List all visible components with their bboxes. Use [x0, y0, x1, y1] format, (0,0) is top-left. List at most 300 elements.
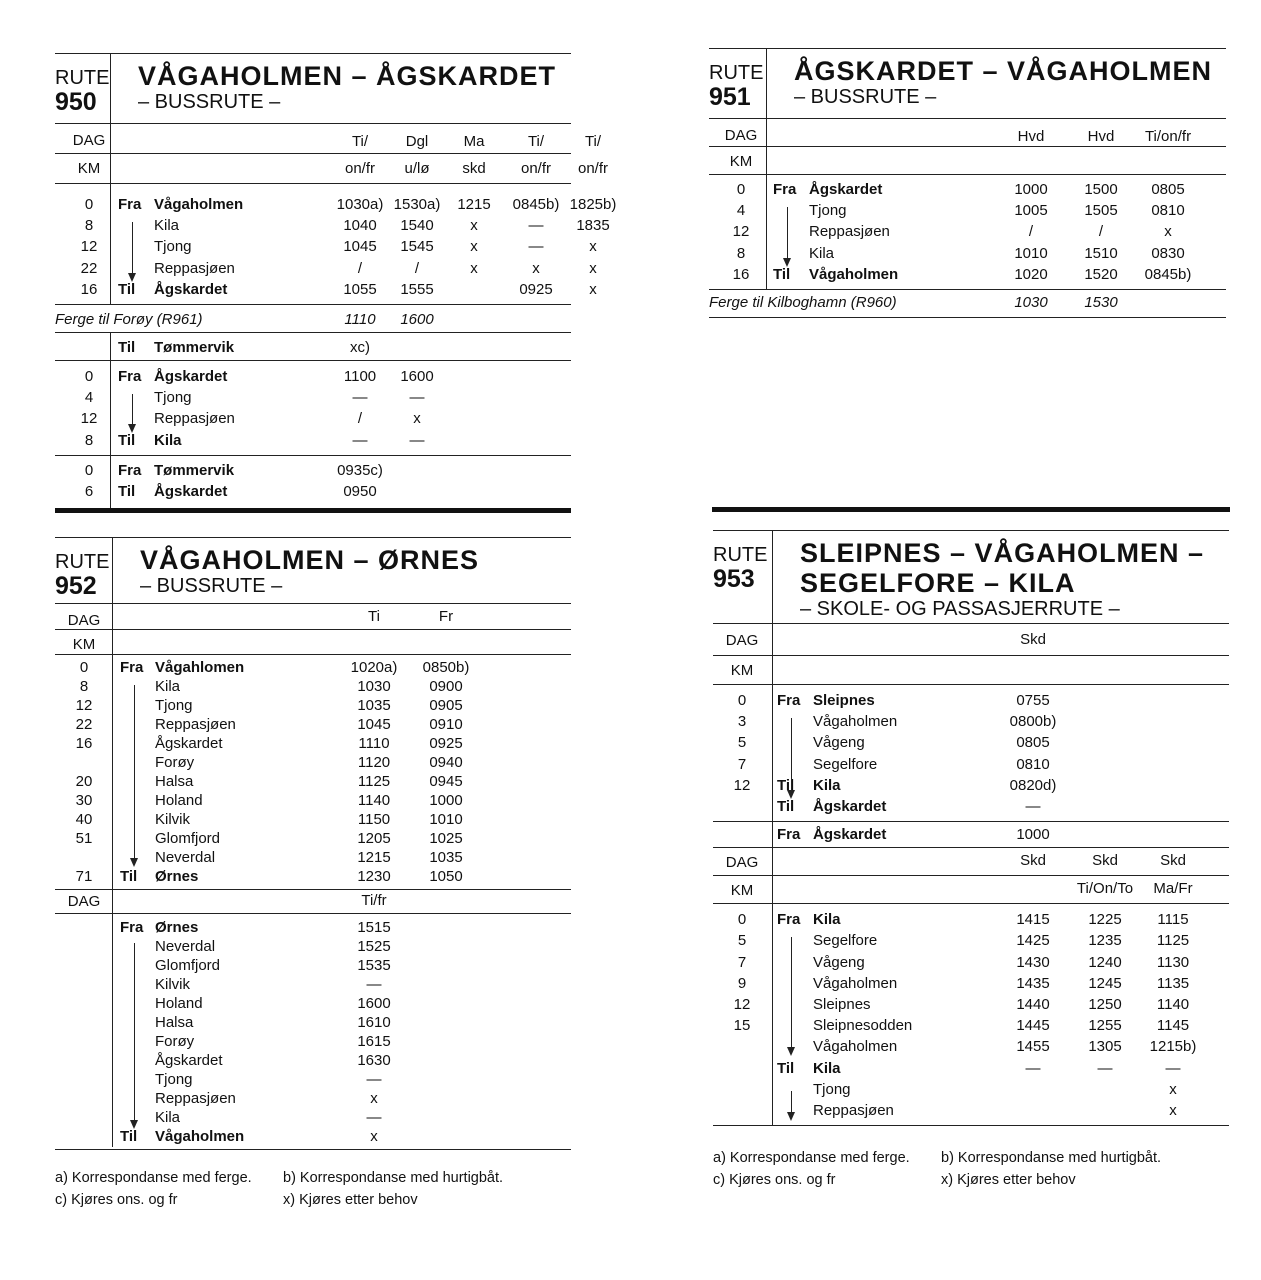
stop-name: Ørnes — [155, 919, 199, 936]
stop-name: Sleipnes — [813, 996, 871, 1013]
stop-name: Reppasjøen — [155, 716, 236, 733]
route-title: ÅGSKARDET – VÅGAHOLMEN — [794, 56, 1213, 86]
stop-name: Ågskardet — [154, 368, 228, 385]
table-rule — [55, 508, 571, 513]
dag-label: DAG — [67, 893, 101, 910]
stop-name: Kila — [813, 776, 841, 794]
table-rule — [713, 623, 1229, 624]
stop-name: Kila — [813, 1059, 841, 1077]
stop-name: Halsa — [155, 773, 194, 790]
km-label: KM — [77, 160, 101, 177]
departure-time: 1425 — [1016, 932, 1050, 950]
route-subtitle: – SKOLE- OG PASSASJERRUTE – — [800, 598, 1120, 620]
departure-time: 1415 — [1016, 911, 1050, 929]
stop-name: Sleipnesodden — [813, 1017, 913, 1035]
column-divider — [110, 332, 111, 360]
rute-label: RUTE — [709, 62, 764, 84]
stop-name: Tjong — [813, 1080, 851, 1098]
departure-time: 0805 — [1151, 181, 1185, 198]
departure-time: 0810 — [1016, 755, 1050, 773]
table-rule — [709, 146, 1226, 147]
departure-time: x — [370, 1090, 378, 1107]
footnote: x) Kjøres etter behov — [283, 1192, 418, 1208]
departure-time: 1505 — [1084, 202, 1118, 220]
stop-name: Kila — [154, 217, 180, 235]
departure-time: x — [470, 238, 478, 256]
table-rule — [55, 1149, 571, 1150]
departure-time: — — [409, 431, 425, 449]
km-value: 12 — [80, 238, 98, 256]
departure-time: — — [1025, 1059, 1041, 1077]
stop-name: Vågaholmen — [809, 265, 899, 283]
departure-time: 1025 — [429, 830, 463, 847]
km-value: 71 — [75, 868, 93, 885]
stop-name: Reppasjøen — [155, 1090, 236, 1107]
direction-label: Til — [120, 1128, 138, 1145]
departure-time: x — [470, 217, 478, 235]
departure-time: 1140 — [1156, 996, 1190, 1013]
direction-arrow-icon — [132, 394, 133, 425]
direction-arrow-icon — [787, 207, 788, 259]
direction-label: Fra — [120, 919, 144, 936]
column-header: Skd — [1092, 852, 1118, 870]
direction-label: Til — [777, 1059, 795, 1077]
table-rule — [55, 123, 571, 124]
departure-time: 1020a) — [350, 659, 398, 676]
stop-name: Glomfjord — [155, 957, 221, 974]
ferry-time: 1530 — [1084, 294, 1118, 311]
route-title: SEGELFORE – KILA — [800, 568, 1076, 598]
departure-time: 0950 — [343, 483, 377, 500]
km-value: 12 — [732, 223, 750, 241]
departure-time: 1500 — [1084, 181, 1118, 198]
direction-arrow-icon — [791, 1091, 792, 1113]
stop-name: Forøy — [155, 754, 195, 771]
table-rule — [55, 360, 571, 361]
column-divider — [112, 654, 113, 889]
column-divider — [110, 360, 111, 455]
column-header: Skd — [1020, 631, 1046, 648]
column-header: Ti/on/fr — [1144, 128, 1192, 145]
route-number: 953 — [713, 565, 755, 593]
table-rule — [713, 684, 1229, 685]
stop-name: Holand — [155, 792, 203, 809]
departure-time: 1835 — [576, 217, 610, 235]
table-rule — [709, 289, 1226, 290]
departure-time: 1540 — [400, 217, 434, 235]
departure-time: 1215 — [457, 196, 491, 213]
direction-label: Til — [120, 868, 138, 885]
departure-time: / — [414, 259, 420, 277]
departure-time: 1115 — [1157, 911, 1189, 929]
direction-label: Til — [773, 265, 791, 283]
arrow-head-icon — [787, 790, 795, 799]
departure-time: 1630 — [357, 1052, 391, 1069]
direction-arrow-icon — [132, 222, 133, 274]
rute-label: RUTE — [713, 544, 768, 566]
route-953-table — [713, 530, 1229, 1250]
route-952-table — [55, 537, 571, 1257]
departure-time: — — [352, 389, 368, 407]
km-value: 8 — [736, 244, 746, 262]
km-value: 8 — [79, 678, 89, 695]
departure-time: 0850b) — [422, 659, 470, 676]
departure-time: 1050 — [429, 868, 463, 885]
departure-time: 1305 — [1088, 1038, 1122, 1056]
stop-name: Reppasjøen — [154, 259, 235, 277]
km-value: 16 — [732, 265, 750, 283]
direction-label: Fra — [118, 461, 142, 479]
dag-label: DAG — [725, 632, 759, 649]
km-value: 12 — [80, 410, 98, 428]
departure-time: — — [1025, 798, 1041, 815]
direction-arrow-icon — [134, 685, 135, 859]
stop-name: Ågskardet — [813, 798, 887, 815]
direction-label: Fra — [777, 692, 801, 709]
departure-time: 1030a) — [336, 196, 384, 213]
stop-name: Kila — [813, 911, 841, 929]
departure-time: x — [589, 280, 597, 298]
departure-time: 1440 — [1016, 996, 1050, 1013]
departure-time: / — [357, 259, 363, 277]
footnote: b) Korrespondanse med hurtigbåt. — [283, 1170, 504, 1186]
direction-label: Til — [118, 431, 136, 449]
route-subtitle: – BUSSRUTE – — [794, 86, 937, 108]
stop-name: Vågaholmen — [155, 1128, 245, 1145]
departure-time: x — [413, 410, 421, 428]
stop-name: Ørnes — [155, 868, 199, 885]
section-separator — [712, 507, 1230, 512]
stop-name: Tjong — [809, 202, 847, 220]
km-value: 16 — [80, 280, 98, 298]
departure-time: — — [366, 1109, 382, 1126]
route-subtitle: – BUSSRUTE – — [140, 575, 283, 597]
departure-time: 0845b) — [1144, 265, 1192, 283]
table-rule — [713, 903, 1229, 904]
column-divider — [110, 183, 111, 304]
stop-name: Kilvik — [155, 976, 191, 993]
direction-label: Fra — [773, 181, 797, 198]
column-divider — [112, 537, 113, 603]
route-number: 952 — [55, 572, 97, 600]
stop-name: Sleipnes — [813, 692, 875, 709]
column-divider — [110, 123, 111, 183]
departure-time: 1110 — [358, 735, 390, 752]
km-value: 0 — [737, 911, 747, 929]
table-rule — [709, 317, 1226, 318]
column-header: Hvd — [1017, 128, 1045, 145]
departure-time: x — [589, 259, 597, 277]
departure-time: / — [357, 410, 363, 428]
stop-name: Ågskardet — [154, 280, 228, 298]
column-header: u/lø — [404, 160, 430, 177]
departure-time: 1255 — [1088, 1017, 1122, 1035]
rute-label: RUTE — [55, 551, 110, 573]
column-divider — [110, 455, 111, 508]
stop-name: Halsa — [155, 1014, 194, 1031]
stop-name: Ågskardet — [809, 181, 883, 198]
arrow-head-icon — [130, 1120, 138, 1129]
stop-name: Tjong — [154, 389, 192, 407]
departure-time: 0820d) — [1009, 776, 1057, 794]
stop-name: Segelfore — [813, 755, 878, 773]
departure-time: xc) — [350, 339, 370, 356]
stop-name: Ågskardet — [155, 735, 223, 752]
footnote: a) Korrespondanse med ferge. — [55, 1170, 252, 1186]
stop-name: Tømmervik — [154, 339, 235, 356]
departure-time: 0830 — [1151, 244, 1185, 262]
table-rule — [709, 48, 1226, 49]
table-rule — [55, 53, 571, 54]
stop-name: Kila — [155, 678, 181, 695]
departure-time: 1135 — [1156, 974, 1190, 992]
departure-time: 0945 — [429, 773, 463, 790]
departure-time: 0935c) — [337, 461, 383, 479]
stop-name: Holand — [155, 995, 203, 1012]
departure-time: — — [409, 389, 425, 407]
column-header: Ti/On/To — [1076, 880, 1134, 898]
departure-time: x — [532, 259, 540, 277]
km-value: 16 — [75, 735, 93, 752]
arrow-head-icon — [130, 858, 138, 867]
departure-time: x — [470, 259, 478, 277]
rute-label: RUTE — [55, 67, 110, 89]
departure-time: 1520 — [1084, 265, 1118, 283]
departure-time: / — [1028, 223, 1034, 241]
column-divider — [766, 118, 767, 174]
km-value: 7 — [737, 755, 747, 773]
column-header: Ma — [463, 133, 485, 150]
table-rule — [713, 655, 1229, 656]
column-header: on/fr — [577, 160, 609, 177]
departure-time: 1610 — [357, 1014, 391, 1031]
table-rule — [709, 174, 1226, 175]
departure-time: 0845b) — [512, 196, 560, 213]
direction-arrow-icon — [791, 718, 792, 791]
km-value: 12 — [75, 697, 93, 714]
route-number: 951 — [709, 83, 751, 111]
km-value: 12 — [733, 776, 751, 794]
column-divider — [772, 623, 773, 684]
km-value: 0 — [737, 692, 747, 709]
departure-time: 1005 — [1014, 202, 1048, 220]
departure-time: 1045 — [343, 238, 377, 256]
stop-name: Ågskardet — [154, 483, 228, 500]
column-header: Ti/fr — [361, 892, 387, 909]
column-divider — [772, 821, 773, 847]
table-rule — [55, 629, 571, 630]
column-divider — [110, 53, 111, 123]
footnote: x) Kjøres etter behov — [941, 1172, 1076, 1189]
route-title: VÅGAHOLMEN – ØRNES — [140, 545, 480, 575]
km-value: 7 — [737, 953, 747, 971]
departure-time: — — [528, 238, 544, 256]
km-value: 0 — [84, 368, 94, 385]
stop-name: Vågahlomen — [155, 659, 245, 676]
km-value: 15 — [733, 1017, 751, 1035]
departure-time: 0905 — [429, 697, 463, 714]
departure-time: 0800b) — [1009, 713, 1057, 731]
column-header: Skd — [1160, 852, 1186, 870]
arrow-head-icon — [128, 424, 136, 433]
km-value: 51 — [75, 830, 93, 847]
departure-time: 1240 — [1088, 953, 1122, 971]
table-rule — [55, 455, 571, 456]
stop-name: Reppasjøen — [154, 410, 235, 428]
km-value: 30 — [75, 792, 93, 809]
departure-time: 1530a) — [393, 196, 441, 213]
stop-name: Neverdal — [155, 938, 216, 955]
ferry-time: 1600 — [400, 311, 434, 328]
departure-time: 1055 — [343, 280, 377, 298]
route-subtitle: – BUSSRUTE – — [138, 91, 281, 113]
stop-name: Kila — [155, 1109, 181, 1126]
column-divider — [766, 48, 767, 118]
route-number: 950 — [55, 88, 97, 116]
stop-name: Tjong — [154, 238, 192, 256]
departure-time: x — [1164, 223, 1172, 241]
table-rule — [55, 654, 571, 655]
table-rule — [55, 153, 571, 154]
km-value: 20 — [75, 773, 93, 790]
km-value: 3 — [737, 713, 747, 731]
dag-label: DAG — [72, 132, 106, 149]
column-header: on/fr — [520, 160, 552, 177]
direction-arrow-icon — [134, 943, 135, 1121]
table-rule — [55, 332, 571, 333]
stop-name: Forøy — [155, 1033, 195, 1050]
departure-time: 1100 — [343, 368, 377, 385]
direction-label: Til — [777, 776, 795, 794]
departure-time: 1000 — [429, 792, 463, 809]
departure-time: 0940 — [429, 754, 463, 771]
departure-time: x — [1169, 1102, 1177, 1119]
column-header: Ti/ — [351, 133, 369, 150]
departure-time: 1140 — [357, 792, 391, 809]
stop-name: Vågaholmen — [813, 713, 898, 731]
column-header: Fr — [438, 608, 454, 625]
departure-time: 1035 — [429, 849, 463, 866]
departure-time: 1040 — [343, 217, 377, 235]
km-value: 12 — [733, 996, 751, 1013]
column-divider — [772, 530, 773, 623]
table-rule — [713, 1125, 1229, 1126]
departure-time: 0810 — [1151, 202, 1185, 220]
departure-time: 0900 — [429, 678, 463, 695]
km-value: 0 — [79, 659, 89, 676]
departure-time: 1150 — [357, 811, 391, 828]
stop-name: Kila — [809, 244, 835, 262]
table-rule — [55, 537, 571, 538]
arrow-head-icon — [787, 1112, 795, 1121]
km-value: 6 — [84, 483, 94, 500]
stop-name: Kilvik — [155, 811, 191, 828]
departure-time: 1020 — [1014, 265, 1048, 283]
stop-name: Reppasjøen — [813, 1102, 894, 1119]
departure-time: 0910 — [429, 716, 463, 733]
stop-name: Glomfjord — [155, 830, 221, 847]
departure-time: 1145 — [1156, 1017, 1190, 1035]
km-value: 8 — [84, 431, 94, 449]
table-rule — [713, 875, 1229, 876]
column-divider — [112, 889, 113, 913]
km-label: KM — [729, 153, 753, 170]
departure-time: 1535 — [357, 957, 391, 974]
direction-arrow-icon — [791, 937, 792, 1047]
departure-time: 1250 — [1088, 996, 1122, 1013]
km-value: 4 — [84, 389, 94, 407]
departure-time: 1010 — [429, 811, 463, 828]
departure-time: 1225 — [1088, 911, 1122, 929]
departure-time: 1235 — [1088, 932, 1122, 950]
route-title: VÅGAHOLMEN – ÅGSKARDET — [138, 61, 557, 91]
departure-time: 1215 — [357, 849, 391, 866]
departure-time: 1035 — [357, 697, 391, 714]
dag-label: DAG — [724, 127, 758, 144]
departure-time: 0755 — [1016, 692, 1050, 709]
column-divider — [766, 174, 767, 289]
footnote: b) Korrespondanse med hurtigbåt. — [941, 1150, 1162, 1167]
km-label: KM — [730, 882, 754, 900]
stop-name: Vågaholmen — [813, 1038, 898, 1056]
footnote: c) Kjøres ons. og fr — [55, 1192, 178, 1208]
km-label: KM — [730, 662, 754, 679]
ferry-time: 1030 — [1014, 294, 1048, 311]
departure-time: x — [1169, 1080, 1177, 1098]
column-header: Ti/ — [527, 133, 545, 150]
km-value: 8 — [84, 217, 94, 235]
ferry-time: 1110 — [344, 311, 376, 328]
table-rule — [713, 530, 1229, 531]
direction-label: Til — [118, 339, 136, 356]
stop-name: Tjong — [155, 697, 193, 714]
km-value: 40 — [75, 811, 93, 828]
departure-time: 1555 — [400, 280, 434, 298]
stop-name: Vågeng — [813, 734, 865, 752]
column-divider — [772, 847, 773, 903]
column-divider — [112, 913, 113, 1147]
departure-time: 0925 — [519, 280, 553, 298]
column-divider — [772, 684, 773, 821]
departure-time: 1000 — [1016, 826, 1050, 844]
stop-name: Tjong — [155, 1071, 193, 1088]
direction-label: Fra — [120, 659, 144, 676]
km-value: 0 — [736, 181, 746, 198]
departure-time: 1510 — [1084, 244, 1118, 262]
dag-label: DAG — [725, 854, 759, 872]
departure-time: 1825b) — [569, 196, 617, 213]
departure-time: 1130 — [1156, 953, 1190, 971]
departure-time: — — [352, 431, 368, 449]
departure-time: — — [366, 1071, 382, 1088]
column-header: Dgl — [405, 133, 429, 150]
arrow-head-icon — [128, 273, 136, 282]
departure-time: 1215b) — [1149, 1038, 1197, 1056]
footnote: a) Korrespondanse med ferge. — [713, 1150, 910, 1167]
stop-name: Tømmervik — [154, 461, 235, 479]
column-divider — [772, 903, 773, 1125]
km-value: 5 — [737, 734, 747, 752]
stop-name: Ågskardet — [813, 826, 887, 844]
departure-time: 1455 — [1016, 1038, 1050, 1056]
arrow-head-icon — [787, 1047, 795, 1056]
stop-name: Vågeng — [813, 953, 865, 971]
departure-time: 1230 — [357, 868, 391, 885]
table-rule — [713, 821, 1229, 822]
column-header: Skd — [1020, 852, 1046, 870]
column-header: Ma/Fr — [1153, 880, 1193, 898]
table-rule — [709, 118, 1226, 119]
